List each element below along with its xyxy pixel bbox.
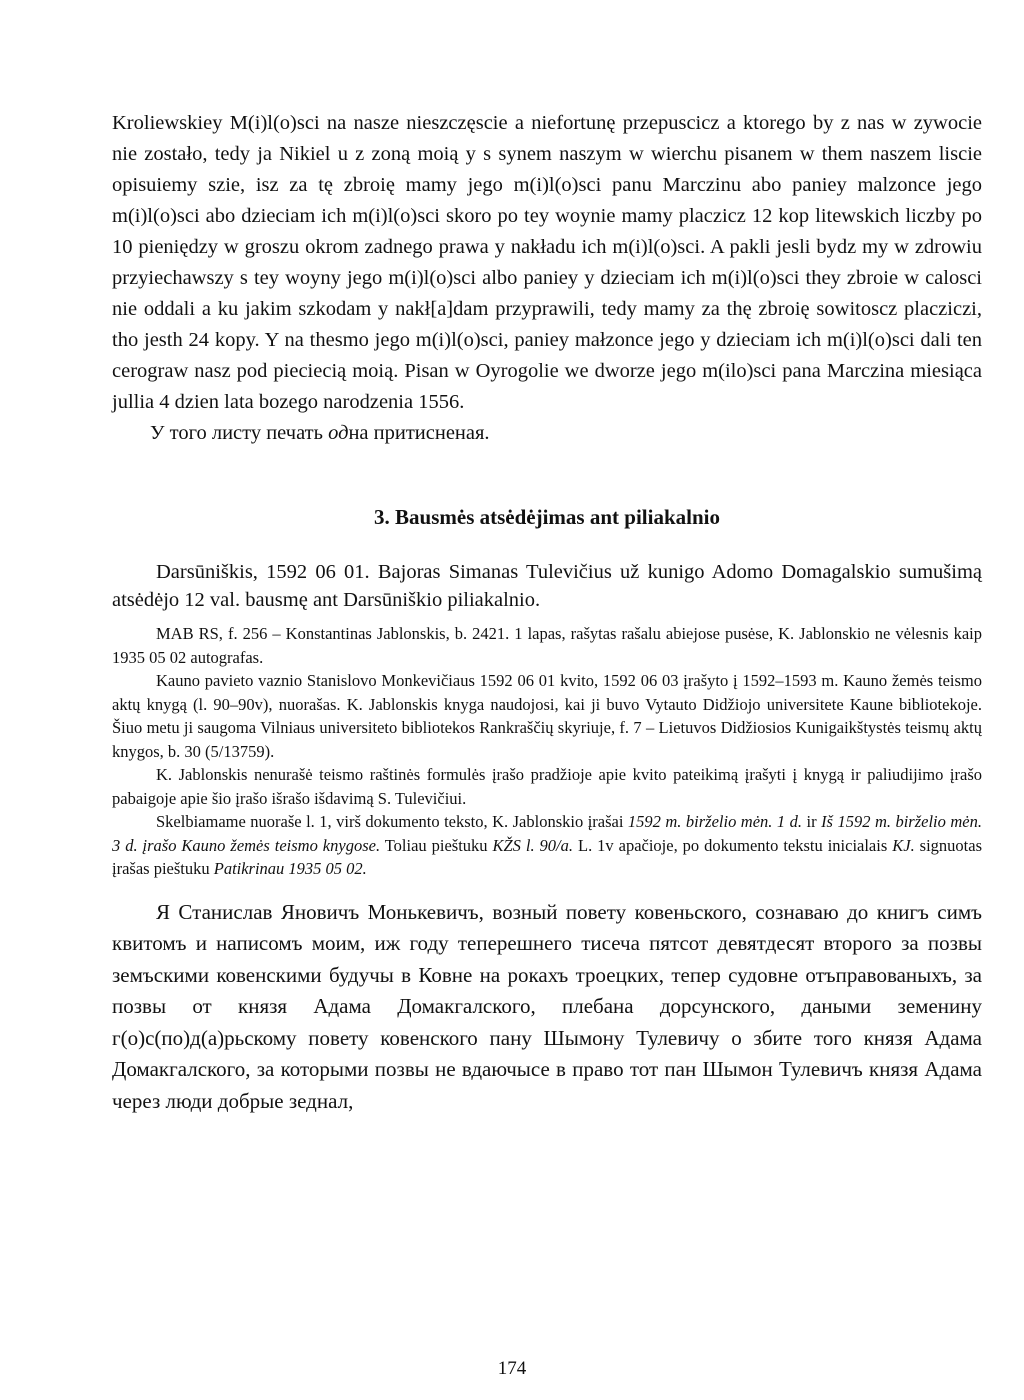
page-number: 174 bbox=[497, 1358, 527, 1379]
note4-part-a: Skelbiamame nuoraše l. 1, virš dokumento teksto, K. Jablonskio įrašai bbox=[156, 812, 628, 831]
archive-note-4 bbox=[112, 810, 982, 881]
polish-document-text: Kroliewskiey M(i)l(o)sci na nasze nieszczęscie a niefortunę przepuscicz a ktorego by z nas w zywocie nie zostało, tedy ja Nikiel u z zoną moią y s synem naszym w wierchu pisanem w them naszem liscie opisuiemy szie, isz za tę zbroię mamy jego m(i)l(o)sci panu Marczinu abo paniey malzonce jego m(i)l(o)sci abo dzieciam ich m(i)l(o)sci skoro po tey woynie mamy placzicz 12 kop litewskich liczby po 10 pieniędzy w groszu okrom zadnego prawa y nakładu ich m(i)l(o)sci. A pakli jesli bydz my w zdrowiu przyiechawszy s tey woyny jego m(i)l(o)sci albo paniey y dzieciam ich m(i)l(o)sci they zbroie w calosci nie oddali a ku jakim szkodam y nakł[a]dam przyprawili, tedy mamy za thę zbroię sowitoscz placziczi, tho jesth 24 kopy. Y na thesmo jego m(i)l(o)sci, paniey małzonce jego y dzieciam ich m(i)l(o)sci dali ten cerograw nasz pod pieciecią moią. Pisan w Oyrogolie we dworze jego m(ilo)sci pana Marczina miesiąca jullia 4 dzien lata bozego narodzenia 1556. bbox=[112, 112, 982, 413]
section-heading: 3. Bausmės atsėdėjimas ant piliakalnio bbox=[374, 505, 720, 529]
seal-note bbox=[150, 418, 982, 449]
note4-part-f: KŽS l. 90/a. bbox=[492, 835, 574, 855]
note4-part-i: signuotas įrašas pieštuku bbox=[112, 835, 982, 878]
note4-part-e: Toliau pieštuku bbox=[380, 835, 493, 855]
seal-note-part-3: на притисненая. bbox=[348, 422, 490, 444]
note4-part-b: 1592 m. birželio mėn. 1 d. bbox=[627, 812, 803, 831]
seal-note-part-1: У того листу печать bbox=[150, 422, 329, 444]
archive-note-2: Kauno pavieto vaznio Stanislovo Monkevičiaus 1592 06 01 kvito, 1592 06 03 įrašyto į 1592–1593 m. Kauno žemės teismo aktų knygą (l. 90–90v), nuorašas. K. Jablonskis knyga naudojosi, kai ji buvo Vytauto Didžiojo universitete Kaune bibliotekoje. Šiuo metu ji saugoma Vilniaus universiteto bibliotekos Rankraščių skyriuje, f. 7 – Lietuvos Didžiosios Kunigaikštystės teismų aktų knygos, b. 30 (5/13759). bbox=[112, 671, 982, 761]
note4-part-c: ir bbox=[802, 812, 822, 831]
seal-note-part-2: од bbox=[328, 422, 349, 444]
note4-part-d: Iš 1592 m. birželio mėn. 3 d. įrašo Kauno žemės teismo knygose. bbox=[112, 812, 982, 855]
note4-part-j: Patikrinau 1935 05 02. bbox=[213, 859, 367, 878]
archive-note-1: MAB RS, f. 256 – Konstantinas Jablonskis, b. 2421. 1 lapas, rašytas rašalu abiejose pusėse, K. Jablonskio ne vėlesnis kaip 1935 05 02 autografas. bbox=[112, 624, 982, 667]
note4-part-h: KJ. bbox=[892, 835, 915, 855]
page-content bbox=[112, 108, 982, 1117]
document-summary: Darsūniškis, 1592 06 01. Bajoras Simanas Tulevičius už kunigo Adomo Domagalskio sumušimą atsėdėjo 12 val. bausmę ant Darsūniškio piliakalnio. bbox=[112, 561, 982, 611]
cyrillic-document-text: Я Станислав Яновичъ Монькевичъ, возный повету ковеньского, сознаваю до книгъ симъ квитомъ и написомъ моим, иж году теперешнего тисеча пятсот девятдесят второго за позвы земъскими ковенскими будучы в Ковне на рокахъ троецких, тепер судовне отъправованыхъ, за позвы от князя Адама Домакгалского, плебана дорсунского, даными земенину г(о)с(по)д(а)рьскому повету ковенского пану Шымону Тулевичу о збите того князя Адама Домакгалского, за которыми позвы не вдаючысе в право тот пан Шымон Тулевичъ князя Адама через люди добрые зеднал, bbox=[112, 899, 982, 1113]
archive-note-3: K. Jablonskis nenurašė teismo raštinės formulės įrašo pradžioje apie kvito pateikimą įrašyti į knygą ir paliudijimo įrašo pabaigoje apie šio įrašo išrašo išdavimą S. Tulevičiui. bbox=[112, 765, 982, 808]
note4-part-g: L. 1v apačioje, po dokumento tekstu inicialais bbox=[573, 835, 893, 855]
